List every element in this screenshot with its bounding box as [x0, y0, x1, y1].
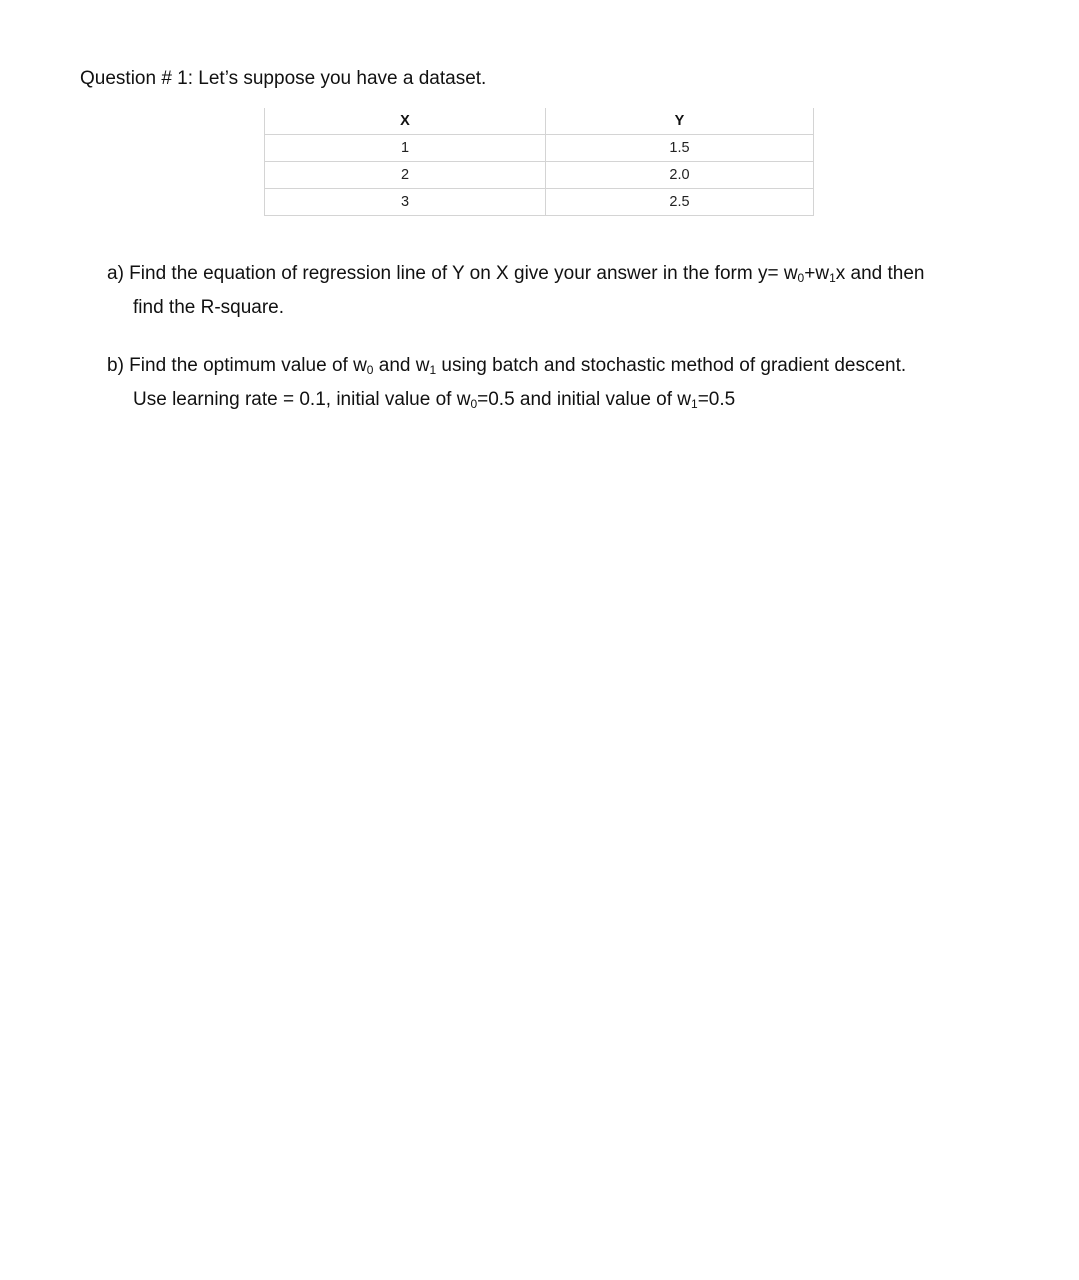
- part-b-line-2: [107, 385, 1047, 419]
- question-part-a: [107, 259, 1047, 323]
- part-b-line-2-start: Use learning rate = 0.1, initial value of w: [133, 389, 471, 410]
- part-b-text-mid: and w: [373, 355, 430, 376]
- w1-subscript: 1: [691, 397, 698, 411]
- part-b-text-start: b) Find the optimum value of w: [107, 355, 367, 376]
- column-header-x: X: [265, 108, 546, 135]
- table-header-row: [265, 108, 814, 135]
- dataset-table: [264, 108, 814, 216]
- part-a-line-2: find the R-square.: [133, 297, 285, 318]
- table-row: [265, 135, 814, 162]
- w1-subscript: 1: [429, 363, 437, 377]
- part-b-line-1: [107, 351, 1047, 385]
- part-a-line-1: [107, 259, 1047, 293]
- part-a-text-start: a) Find the equation of regression line of Y on X give your answer in the form y= w: [107, 263, 798, 284]
- part-a-text-end: x and then: [835, 263, 925, 284]
- question-part-b: [107, 351, 1047, 419]
- question-heading: Question # 1: Let’s suppose you have a dataset.: [80, 68, 487, 89]
- table-cell-x: 1: [265, 135, 546, 162]
- table-cell-y: 2.0: [546, 162, 814, 189]
- part-b-line-2-end: =0.5: [697, 389, 736, 410]
- table-row: [265, 162, 814, 189]
- part-b-line-2-mid: =0.5 and initial value of w: [477, 389, 692, 410]
- w0-subscript: 0: [470, 397, 478, 411]
- table-cell-x: 2: [265, 162, 546, 189]
- table-row: [265, 189, 814, 216]
- column-header-y: Y: [546, 108, 814, 135]
- w1-subscript: 1: [829, 271, 836, 285]
- part-b-text-end: using batch and stochastic method of gradient descent.: [436, 355, 907, 376]
- w0-subscript: 0: [797, 271, 805, 285]
- w0-subscript: 0: [366, 363, 374, 377]
- part-a-text-mid: +w: [804, 263, 830, 284]
- table-cell-x: 3: [265, 189, 546, 216]
- table-cell-y: 1.5: [546, 135, 814, 162]
- table-cell-y: 2.5: [546, 189, 814, 216]
